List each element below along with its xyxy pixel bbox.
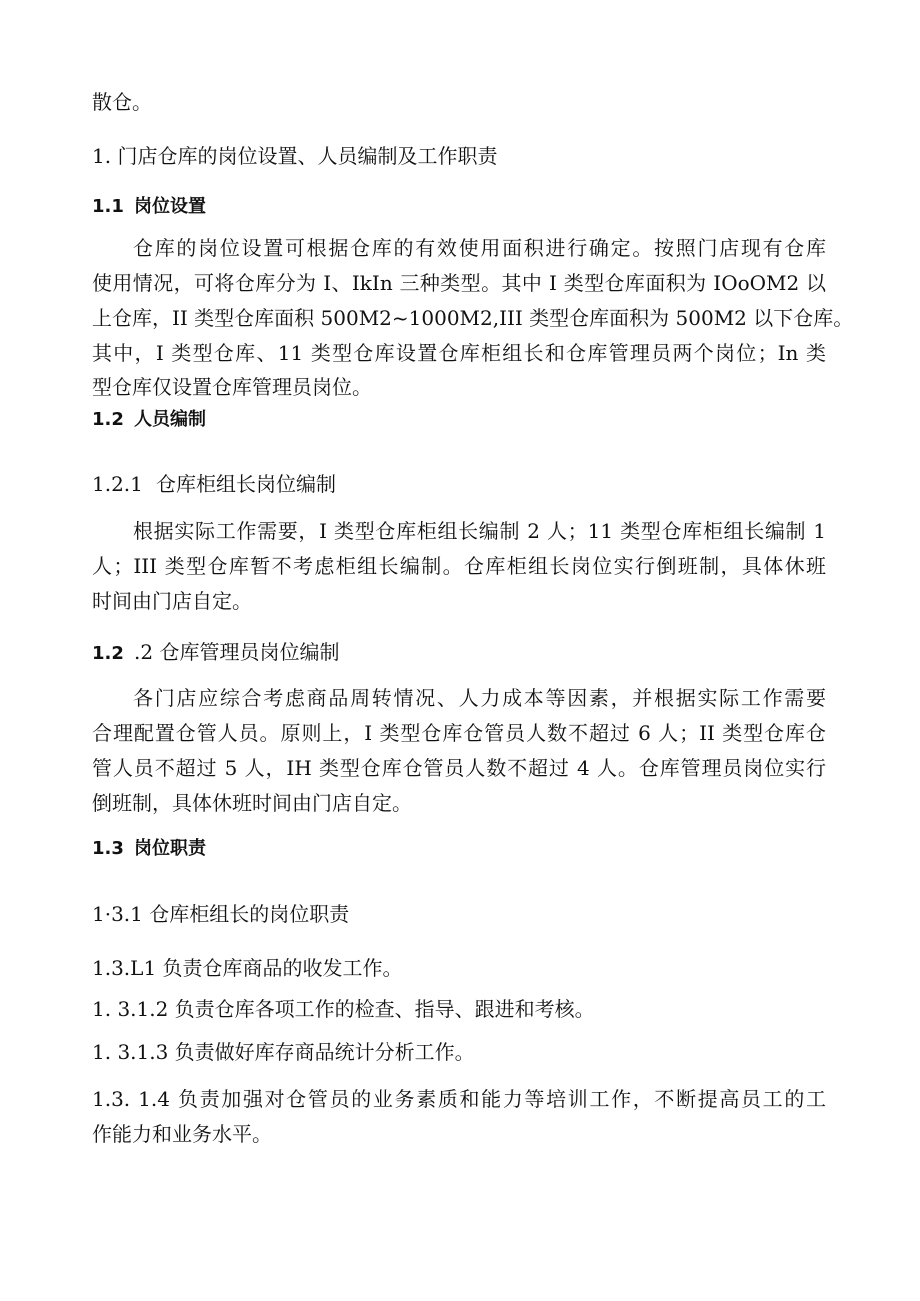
list-item: 1. 3.1.2 负责仓库各项工作的检查、指导、跟进和考核。 bbox=[92, 997, 595, 1021]
heading-text: 岗位设置 bbox=[134, 196, 206, 217]
paragraph-line: 上仓库，II 类型仓库面积 500M2~1000M2,III 类型仓库面积为 500M2 以下仓库。 bbox=[92, 306, 854, 330]
paragraph-line: 仓库的岗位设置可根据仓库的有效使用面积进行确定。按照门店现有仓库 bbox=[133, 236, 826, 260]
section-heading: 1. 门店仓库的岗位设置、人员编制及工作职责 bbox=[92, 144, 498, 168]
subsubsection-heading bbox=[92, 638, 339, 668]
list-heading: 1·3.1 仓库柜组长的岗位职责 bbox=[92, 902, 350, 926]
heading-number: 1.2 bbox=[92, 409, 124, 430]
paragraph-line: 各门店应综合考虑商品周转情况、人力成本等因素，并根据实际工作需要 bbox=[133, 686, 826, 710]
list-item: 1.3. 1.4 负责加强对仓管员的业务素质和能力等培训工作，不断提高员工的工 bbox=[92, 1087, 826, 1111]
paragraph-line: 时间由门店自定。 bbox=[92, 589, 252, 613]
paragraph-line: 人；III 类型仓库暂不考虑柜组长编制。仓库柜组长岗位实行倒班制，具体休班 bbox=[92, 554, 826, 578]
subsection-heading bbox=[92, 193, 206, 221]
paragraph-line: 倒班制，具体休班时间由门店自定。 bbox=[92, 791, 412, 815]
list-item: 1.3.L1 负责仓库商品的收发工作。 bbox=[92, 956, 403, 980]
heading-number: 1.3 bbox=[92, 838, 124, 859]
paragraph-line: 使用情况，可将仓库分为 I、IkIn 三种类型。其中 I 类型仓库面积为 IOoOM2 以 bbox=[92, 271, 826, 295]
heading-text: .2 仓库管理员岗位编制 bbox=[134, 640, 340, 664]
heading-text: 岗位职责 bbox=[134, 838, 206, 859]
heading-text: 仓库柜组长岗位编制 bbox=[156, 472, 336, 496]
paragraph-line: 型仓库仅设置仓库管理员岗位。 bbox=[92, 375, 372, 399]
list-item: 作能力和业务水平。 bbox=[92, 1122, 272, 1146]
paragraph-line: 根据实际工作需要，I 类型仓库柜组长编制 2 人；11 类型仓库柜组长编制 1 bbox=[133, 519, 826, 543]
paragraph-line: 合理配置仓管人员。原则上，I 类型仓库仓管员人数不超过 6 人；II 类型仓库仓 bbox=[92, 721, 826, 745]
heading-number: 1.1 bbox=[92, 196, 124, 217]
text-line: 散仓。 bbox=[92, 90, 152, 114]
subsection-heading bbox=[92, 406, 206, 434]
paragraph-line: 管人员不超过 5 人，IH 类型仓库仓管员人数不超过 4 人。仓库管理员岗位实行 bbox=[92, 756, 826, 780]
heading-text: 人员编制 bbox=[134, 409, 206, 430]
paragraph-line: 其中，I 类型仓库、11 类型仓库设置仓库柜组长和仓库管理员两个岗位；In 类 bbox=[92, 341, 826, 365]
subsubsection-heading bbox=[92, 470, 336, 498]
subsection-heading bbox=[92, 835, 206, 863]
heading-number: 1.2 bbox=[92, 643, 124, 664]
heading-number: 1.2.1 bbox=[92, 472, 143, 496]
list-item: 1. 3.1.3 负责做好库存商品统计分析工作。 bbox=[92, 1040, 475, 1064]
